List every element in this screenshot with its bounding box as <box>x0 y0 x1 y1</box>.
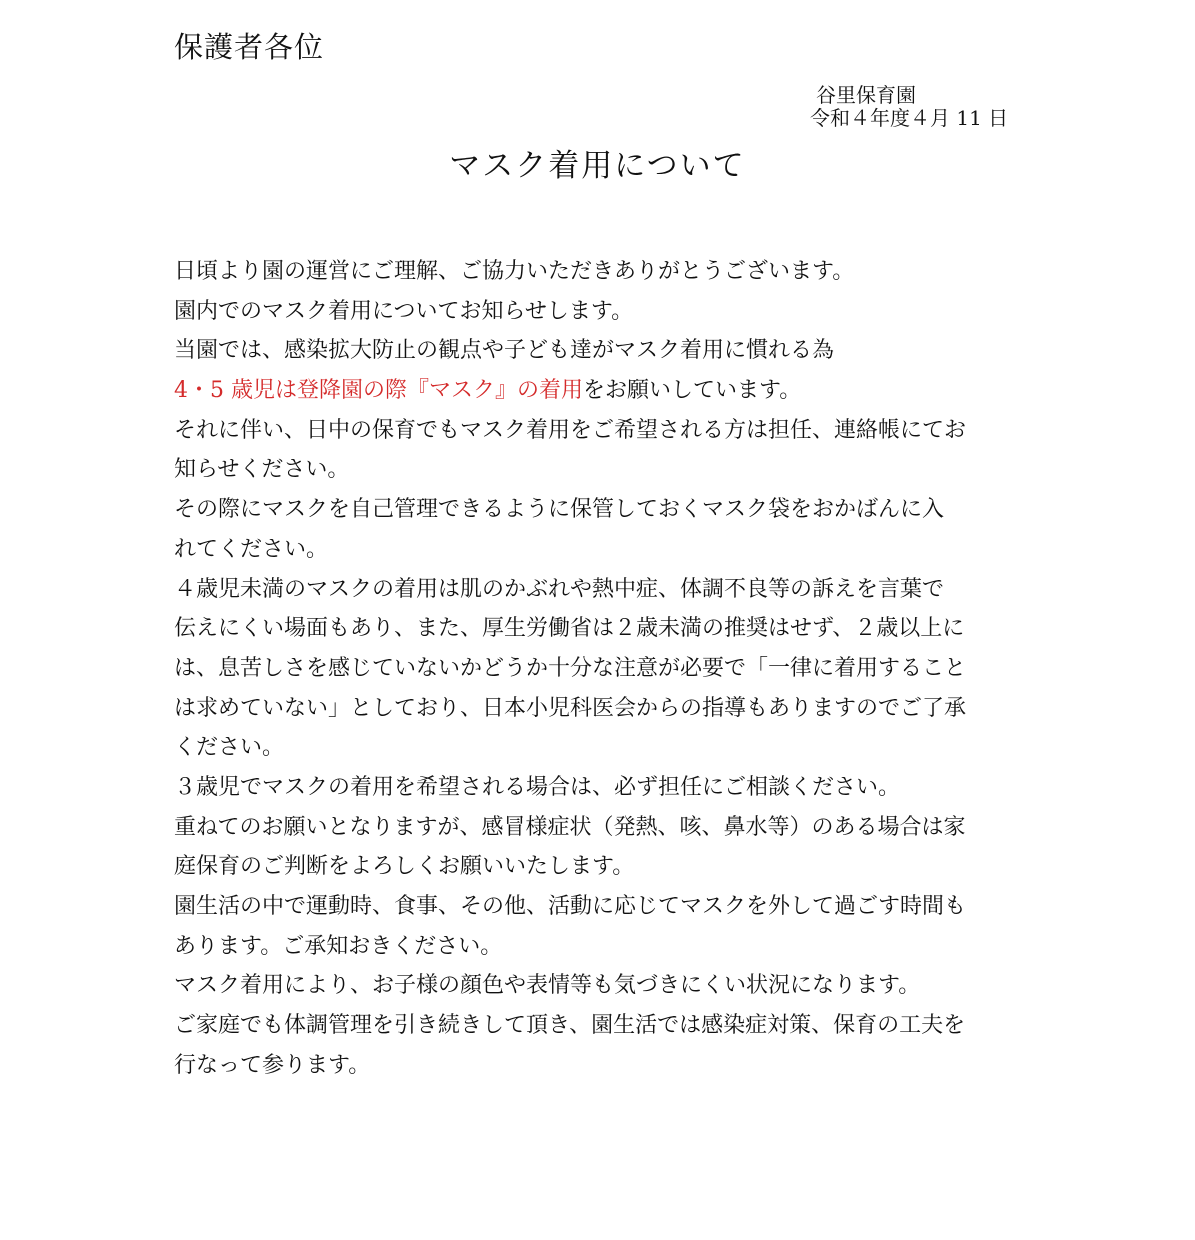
issue-date: 令和４年度４月 11 日 <box>810 106 1009 130</box>
body-line: 日頃より園の運営にご理解、ご協力いただきありがとうございます。 <box>174 259 855 284</box>
body-line: 園内でのマスク着用についてお知らせします。 <box>174 298 634 324</box>
sender-block <box>810 84 1008 130</box>
body-line-highlighted <box>174 371 1034 411</box>
body-line: は求めていない」としており、日本小児科医会からの指導もありますのでご了承 <box>174 695 967 721</box>
body-line: 伝えにくい場面もあり、また、厚生労働省は２歳未満の推奨はせず、２歳以上に <box>174 616 965 642</box>
body-line: ご家庭でも体調管理を引き続きして頂き、園生活では感染症対策、保育の工夫を <box>174 1013 966 1039</box>
body-line: その際にマスクを自己管理できるように保管しておくマスク袋をおかばんに入 <box>174 497 945 523</box>
body-line: マスク着用により、お子様の顔色や表情等も気づきにくい状況になります。 <box>174 973 921 999</box>
body-line: 園生活の中で運動時、食事、その他、活動に応じてマスクを外して過ごす時間も <box>174 894 967 919</box>
body-line-rest: をお願いしています。 <box>583 378 802 404</box>
body-line: それに伴い、日中の保育でもマスク着用をご希望される方は担任、連絡帳にてお <box>174 417 967 443</box>
body-line: 当園では、感染拡大防止の観点や子ども達がマスク着用に慣れる為 <box>174 338 835 364</box>
body-line: ４歳児未満のマスクの着用は肌のかぶれや熱中症、体調不良等の訴えを言葉で <box>174 576 945 602</box>
body-line: れてください。 <box>174 536 329 562</box>
organization-name: 谷里保育園 <box>816 83 916 107</box>
body-line: ください。 <box>174 735 285 761</box>
body-line: ３歳児でマスクの着用を希望される場合は、必ず担任にご相談ください。 <box>174 774 901 800</box>
body-line: 庭保育のご判断をよろしくお願いいたします。 <box>174 854 635 880</box>
notice-body <box>174 252 1034 1085</box>
salutation: 保護者各位 <box>174 30 325 64</box>
body-line: 知らせください。 <box>174 457 350 483</box>
body-line: あります。ご承知おきください。 <box>174 933 503 959</box>
document-title: マスク着用について <box>449 148 746 184</box>
body-line: 行なって参ります。 <box>174 1052 371 1078</box>
highlight-text: 4・5 歳児は登降園の際『マスク』の着用 <box>174 378 583 404</box>
body-line: は、息苦しさを感じていないかどうか十分な注意が必要で「一律に着用すること <box>174 655 967 681</box>
body-line: 重ねてのお願いとなりますが、感冒様症状（発熱、咳、鼻水等）のある場合は家 <box>174 814 966 840</box>
